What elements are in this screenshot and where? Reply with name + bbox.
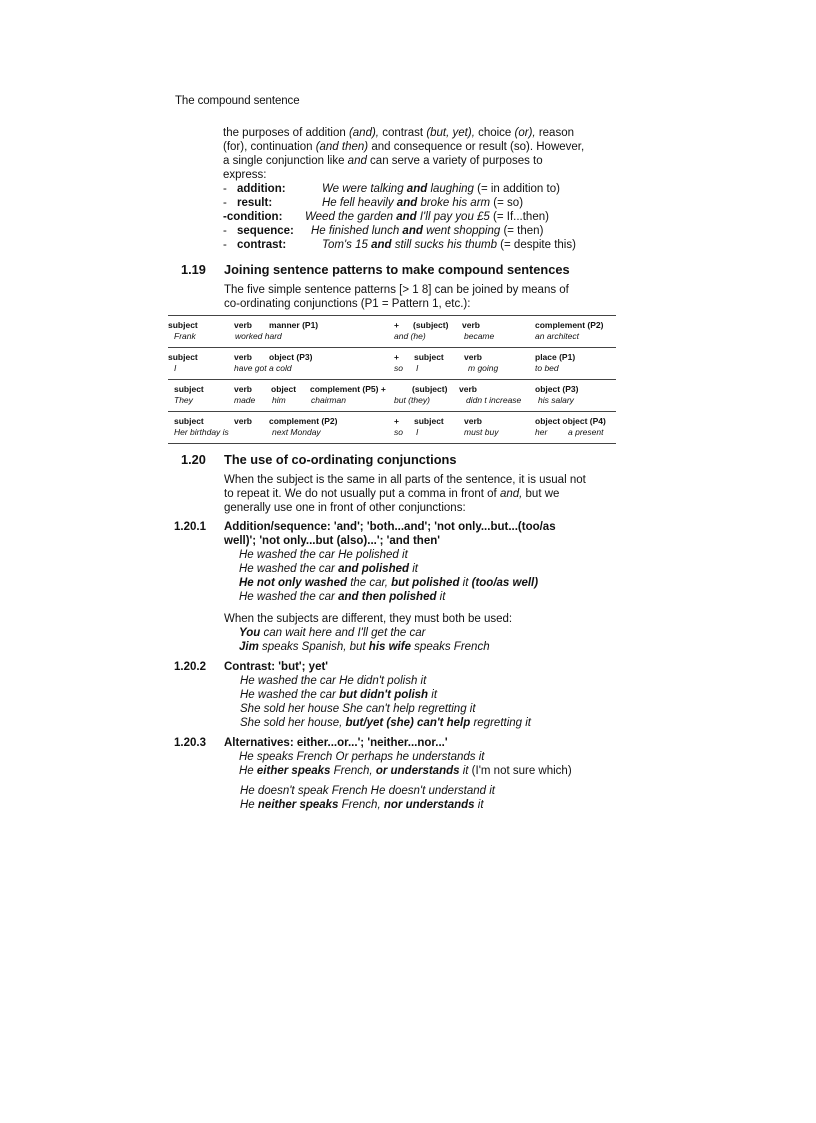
pattern-value-cell: Frank bbox=[174, 331, 196, 341]
italic-text: it bbox=[459, 765, 469, 777]
emphasis: and bbox=[402, 225, 423, 237]
emphasis: but didn't polish bbox=[339, 689, 429, 701]
subsection-number: 1.20.3 bbox=[174, 737, 206, 749]
pattern-header-cell: subject bbox=[414, 352, 444, 362]
italic-text: the car, bbox=[347, 577, 392, 589]
text-line: co-ordinating conjunctions (P1 = Pattern 1, etc.): bbox=[224, 298, 471, 310]
text-line: to repeat it. We do not usually put a comma in front of and, but we bbox=[224, 488, 560, 500]
italic-text: and bbox=[347, 155, 367, 167]
pattern-value-cell: an architect bbox=[535, 331, 579, 341]
italic-text: (and), bbox=[348, 127, 379, 139]
pattern-value-cell: next Monday bbox=[272, 427, 321, 437]
emphasis: and then polished bbox=[338, 591, 437, 603]
pattern-header-cell: object bbox=[271, 384, 297, 394]
italic-text: can wait here and I'll get the car bbox=[260, 627, 426, 639]
pattern-value-cell: became bbox=[464, 331, 495, 341]
pattern-value-cell: I bbox=[416, 427, 419, 437]
text-line: The five simple sentence patterns [> 1 8] can be joined by means of bbox=[224, 284, 569, 296]
italic-text: He washed the car He polished it bbox=[239, 549, 408, 561]
pattern-value-cell: They bbox=[174, 395, 193, 405]
pattern-header-cell: complement (P5) + bbox=[310, 384, 386, 394]
purpose-item bbox=[223, 224, 623, 238]
italic-text: He washed the car bbox=[239, 591, 339, 603]
section-120-text bbox=[224, 473, 624, 515]
pattern-header-cell: subject bbox=[174, 416, 204, 426]
purpose-example: Tom's 15 and still sucks his thumb (= despite this) bbox=[322, 239, 576, 251]
purpose-example: He fell heavily and broke his arm (= so) bbox=[322, 197, 524, 209]
pattern-header-cell: + bbox=[394, 416, 399, 426]
italic-text: He doesn't speak French He doesn't understand it bbox=[240, 785, 495, 797]
list-dash: - bbox=[223, 197, 227, 209]
examples-1202 bbox=[240, 674, 531, 730]
pattern-header-cell: subject bbox=[168, 352, 198, 362]
italic-text: I'll pay you £5 bbox=[416, 211, 490, 223]
pattern-value-cell: have got a cold bbox=[234, 363, 292, 373]
pattern-value-cell: chairman bbox=[311, 395, 346, 405]
italic-text: He washed the car bbox=[239, 563, 339, 575]
italic-text: it bbox=[428, 689, 438, 701]
example-sentence bbox=[239, 576, 538, 590]
pattern-header-cell: manner (P1) bbox=[269, 320, 319, 330]
pattern-value-cell: him bbox=[272, 395, 286, 405]
purpose-item bbox=[223, 238, 623, 252]
pattern-value-cell: must buy bbox=[464, 427, 499, 437]
intro-line: a single conjunction like and can serve a variety of purposes to bbox=[223, 155, 543, 167]
pattern-value-cell: m going bbox=[468, 363, 499, 373]
example-sentence bbox=[240, 702, 531, 716]
examples-1203-b bbox=[240, 784, 495, 812]
pattern-header-cell: verb bbox=[234, 352, 252, 362]
intro-line: express: bbox=[223, 169, 267, 181]
example-sentence bbox=[240, 674, 531, 688]
emphasis: nor understands bbox=[383, 799, 475, 811]
pattern-header-cell: complement (P2) bbox=[269, 416, 338, 426]
pattern-value-cell: made bbox=[234, 395, 256, 405]
emphasis: and bbox=[396, 211, 417, 223]
pattern-header-cell: verb bbox=[234, 416, 252, 426]
italic-text: it bbox=[459, 577, 472, 589]
italic-text: French, bbox=[330, 765, 376, 777]
emphasis: You bbox=[239, 627, 261, 639]
example-sentence bbox=[240, 688, 531, 702]
italic-text: She sold her house She can't help regretting it bbox=[240, 703, 476, 715]
example-sentence bbox=[240, 784, 495, 798]
italic-text: went shopping bbox=[422, 225, 501, 237]
section-title: Joining sentence patterns to make compound sentences bbox=[224, 262, 570, 277]
subsection-title: Contrast: 'but'; yet' bbox=[224, 661, 329, 673]
intro-line: (for), continuation (and then) and consequence or result (so). However, bbox=[223, 141, 585, 153]
italic-text: broke his arm bbox=[417, 197, 491, 209]
italic-text: He bbox=[239, 765, 257, 777]
purpose-example: Weed the garden and I'll pay you £5 (= If...then) bbox=[305, 211, 549, 223]
pattern-value-cell: Her birthday is bbox=[174, 427, 229, 437]
pattern-header-cell: subject bbox=[174, 384, 204, 394]
purpose-label: contrast: bbox=[237, 239, 287, 251]
pattern-value-cell: worked hard bbox=[235, 331, 282, 341]
pattern-value-cell: her bbox=[535, 427, 548, 437]
emphasis: neither speaks bbox=[257, 799, 339, 811]
list-dash: - bbox=[223, 225, 227, 237]
purpose-item bbox=[223, 210, 623, 224]
pattern-header-cell: + bbox=[394, 352, 399, 362]
example-sentence bbox=[239, 590, 538, 604]
example-sentence bbox=[240, 798, 495, 812]
italic-text: French, bbox=[338, 799, 384, 811]
emphasis: (too/as well) bbox=[471, 577, 539, 589]
section-119-text bbox=[224, 283, 624, 311]
pattern-row bbox=[168, 379, 616, 411]
italic-text: We were talking bbox=[322, 183, 407, 195]
pattern-header-cell: verb bbox=[234, 384, 252, 394]
subsection-title: Alternatives: either...or...'; 'neither...nor...' bbox=[224, 737, 448, 749]
section-number: 1.20 bbox=[181, 452, 206, 467]
pattern-header-cell: subject bbox=[168, 320, 198, 330]
italic-text: He bbox=[240, 799, 258, 811]
subsection-title bbox=[224, 520, 614, 548]
example-sentence bbox=[239, 562, 538, 576]
pattern-value-cell: and (he) bbox=[394, 331, 426, 341]
italic-text: it bbox=[409, 563, 418, 575]
italic-text: still sucks his thumb bbox=[391, 239, 497, 251]
pattern-header-cell: object (P3) bbox=[269, 352, 313, 362]
purpose-label: result: bbox=[237, 197, 273, 209]
emphasis: either speaks bbox=[256, 765, 331, 777]
emphasis: his wife bbox=[368, 641, 411, 653]
purpose-example: He finished lunch and went shopping (= then) bbox=[311, 225, 544, 237]
emphasis: and bbox=[371, 239, 392, 251]
pattern-header-cell: verb bbox=[464, 352, 482, 362]
text-line: When the subject is the same in all parts of the sentence, it is usual not bbox=[224, 474, 586, 486]
pattern-value-cell: I bbox=[174, 363, 177, 373]
italic-text: it bbox=[436, 591, 446, 603]
pattern-header-cell: verb bbox=[464, 416, 482, 426]
list-dash: - bbox=[223, 239, 227, 251]
pattern-value-cell: I bbox=[416, 363, 419, 373]
running-header: The compound sentence bbox=[175, 95, 300, 107]
purpose-item bbox=[223, 196, 623, 210]
pattern-table bbox=[168, 315, 616, 444]
italic-text: it bbox=[474, 799, 484, 811]
italic-text: He washed the car He didn't polish it bbox=[240, 675, 427, 687]
pattern-header-cell: verb bbox=[462, 320, 480, 330]
purpose-label: addition: bbox=[237, 183, 286, 195]
italic-text: He finished lunch bbox=[311, 225, 403, 237]
pattern-header-cell: object (P3) bbox=[535, 384, 579, 394]
italic-text: She sold her house, bbox=[240, 717, 346, 729]
pattern-row bbox=[168, 411, 616, 444]
example-sentence bbox=[239, 640, 490, 654]
example-sentence bbox=[240, 716, 531, 730]
italic-text: regretting it bbox=[470, 717, 532, 729]
pattern-header-cell: (subject) bbox=[413, 320, 449, 330]
examples-1201-b bbox=[239, 626, 490, 654]
italic-text: (or), bbox=[514, 127, 536, 139]
pattern-header-cell: verb bbox=[459, 384, 477, 394]
pattern-value-cell: his salary bbox=[538, 395, 574, 405]
section-number: 1.19 bbox=[181, 262, 206, 277]
subsection-number: 1.20.2 bbox=[174, 661, 206, 673]
pattern-header-cell: (subject) bbox=[412, 384, 448, 394]
examples-1201 bbox=[239, 548, 538, 604]
italic-text: Weed the garden bbox=[305, 211, 397, 223]
example-sentence bbox=[239, 626, 490, 640]
emphasis: Jim bbox=[239, 641, 259, 653]
example-sentence bbox=[239, 548, 538, 562]
pattern-value-cell: a present bbox=[568, 427, 604, 437]
emphasis: and bbox=[406, 183, 428, 195]
pattern-header-cell: object object (P4) bbox=[535, 416, 606, 426]
section-title: The use of co-ordinating conjunctions bbox=[224, 452, 457, 467]
pattern-header-cell: place (P1) bbox=[535, 352, 576, 362]
subsection-number: 1.20.1 bbox=[174, 521, 206, 533]
italic-text: He speaks French Or perhaps he understands it bbox=[239, 751, 485, 763]
italic-text: (and then) bbox=[315, 141, 369, 153]
list-dash: - bbox=[223, 183, 227, 195]
title-line: well)'; 'not only...but (also)...'; 'and then' bbox=[224, 535, 440, 547]
italic-text: speaks French bbox=[410, 641, 490, 653]
pattern-value-cell: but (they) bbox=[394, 395, 430, 405]
italic-text: He fell heavily bbox=[322, 197, 397, 209]
intro-line: the purposes of addition (and), contrast (but, yet), choice (or), reason bbox=[223, 127, 574, 139]
pattern-header-cell: complement (P2) bbox=[535, 320, 604, 330]
italic-text: (but, yet), bbox=[426, 127, 475, 139]
pattern-value-cell: so bbox=[394, 427, 403, 437]
pattern-value-cell: to bed bbox=[535, 363, 559, 373]
purpose-item bbox=[223, 182, 623, 196]
note-1201 bbox=[224, 612, 512, 626]
pattern-value-cell: didn t increase bbox=[466, 395, 522, 405]
example-sentence bbox=[239, 750, 572, 764]
emphasis: but/yet (she) can't help bbox=[345, 717, 471, 729]
pattern-header-cell: + bbox=[394, 320, 399, 330]
emphasis: or understands bbox=[375, 765, 460, 777]
text-line: When the subjects are different, they must both be used: bbox=[224, 613, 513, 625]
title-line: Addition/sequence: 'and'; 'both...and'; 'not only...but...(too/as bbox=[224, 521, 556, 533]
text-line: generally use one in front of other conjunctions: bbox=[224, 502, 466, 514]
italic-text: laughing bbox=[427, 183, 474, 195]
italic-text: and, bbox=[499, 488, 523, 500]
example-sentence: He either speaks French, or understands it (I'm not sure which) bbox=[239, 765, 572, 777]
pattern-row bbox=[168, 315, 616, 347]
purpose-label: -condition: bbox=[223, 211, 283, 223]
pattern-header-cell: verb bbox=[234, 320, 252, 330]
examples-1203 bbox=[239, 750, 572, 778]
emphasis: and bbox=[396, 197, 418, 209]
pattern-value-cell: so bbox=[394, 363, 403, 373]
emphasis: but polished bbox=[391, 577, 460, 589]
intro-paragraph bbox=[223, 126, 623, 252]
emphasis: and polished bbox=[338, 563, 410, 575]
italic-text: He washed the car bbox=[240, 689, 340, 701]
emphasis: He not only washed bbox=[239, 577, 347, 589]
pattern-header-cell: subject bbox=[414, 416, 444, 426]
italic-text: speaks Spanish, but bbox=[258, 641, 369, 653]
purpose-label: sequence: bbox=[237, 225, 294, 237]
purpose-example: We were talking and laughing (= in addition to) bbox=[322, 183, 560, 195]
pattern-row bbox=[168, 347, 616, 379]
italic-text: Tom's 15 bbox=[322, 239, 372, 251]
